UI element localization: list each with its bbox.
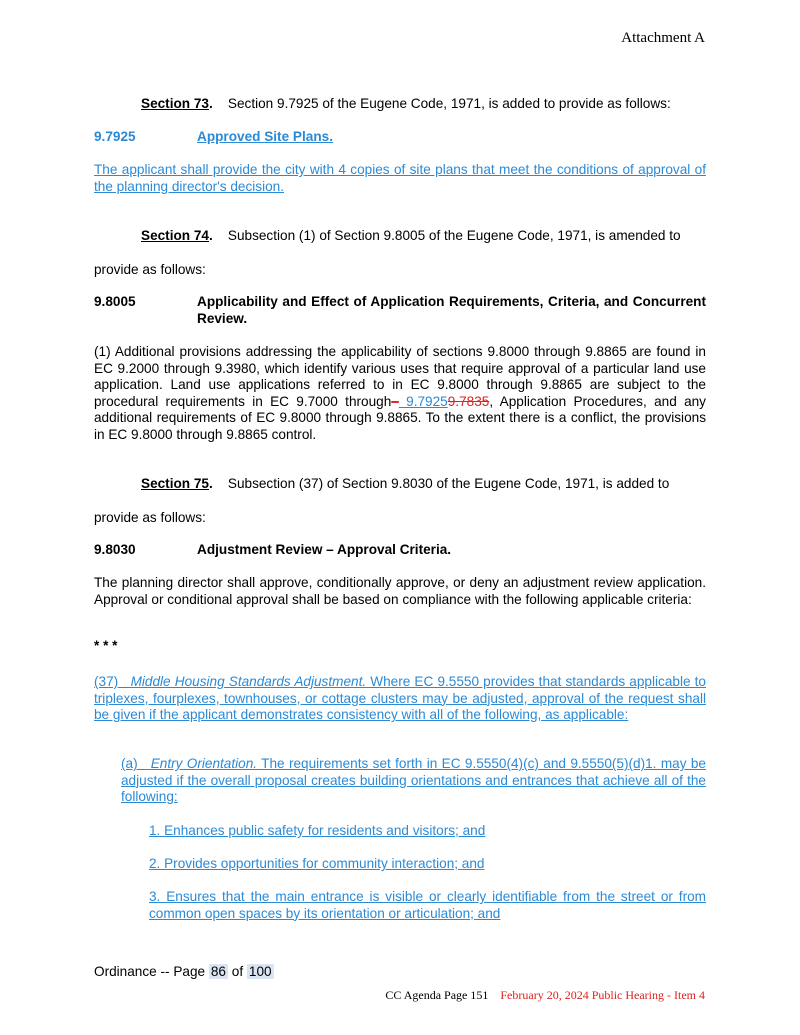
attachment-label: Attachment A <box>621 30 705 46</box>
paragraph-a <box>121 756 706 806</box>
deleted-dash: – <box>391 393 399 409</box>
code-9-8030-title: Adjustment Review – Approval Criteria. <box>197 542 452 557</box>
section-74-continuation: provide as follows: <box>94 262 206 277</box>
section-75-continuation: provide as follows: <box>94 510 206 525</box>
subsection-37 <box>94 674 706 724</box>
subsection-37-title: Middle Housing Standards Adjustment. <box>130 674 367 689</box>
section-74-text: Subsection (1) of Section 9.8005 of the Eugene Code, 1971, is amended to <box>227 228 681 243</box>
subsection-37-number: (37) <box>94 674 119 689</box>
code-9-8005-paragraph-1: (1) Additional provisions addressing the applicability of sections 9.8000 through 9.8865 are found in EC 9.2000 through 9.3980, which identify various uses that require approval of a particular land use application. Land use applications referred to in EC 9.8000 through 9.8865 are subject to the procedural requirements in EC 9.7000 through– 9.79259.7835, Application Procedures, and any additional requirements of EC 9.8000 through 9.8865. To the extent there is a conflict, the provisions in EC 9.8000 through 9.8865 control. <box>94 344 706 442</box>
ordinance-label: Ordinance -- Page <box>94 964 206 979</box>
list-item: 2. Provides opportunities for community interaction; and <box>149 856 485 871</box>
section-75-heading: Section 75. Subsection (37) of Section 9.8030 of the Eugene Code, 1971, is added to <box>141 476 670 491</box>
code-9-7925-title: Approved Site Plans. <box>197 129 333 144</box>
section-73-label: Section 73 <box>141 96 209 111</box>
code-9-8030-intro: The planning director shall approve, conditionally approve, or deny an adjustment review application. Approval or conditional approval shall be based on compliance with the following applicable criteria: <box>94 575 706 607</box>
hearing-label: February 20, 2024 Public Hearing - Item 4 <box>500 988 705 1002</box>
agenda-footer <box>385 988 705 1003</box>
deleted-9-7835: 9.7835 <box>447 393 490 409</box>
section-73-heading: Section 73. Section 9.7925 of the Eugene Code, 1971, is added to provide as follows: <box>141 96 671 111</box>
omission-marker: * * * <box>94 638 118 653</box>
paragraph-a-body: The requirements set forth in EC 9.5550(4)(c) and 9.5550(5)(d)1. may be adjusted if the overall proposal creates building orientations and entrances that achieve all of the following: <box>121 756 706 805</box>
of-label: of <box>231 964 244 979</box>
section-73-text: Section 9.7925 of the Eugene Code, 1971, is added to provide as follows: <box>227 96 671 111</box>
section-75-label: Section 75 <box>141 476 209 491</box>
list-item: 3. Ensures that the main entrance is visible or clearly identifiable from the street or from common open spaces by its orientation or articulation; and <box>149 889 706 921</box>
code-9-8030-number: 9.8030 <box>94 542 136 557</box>
code-9-7925-body: The applicant shall provide the city with 4 copies of site plans that meet the conditions of approval of the planning director's decision. <box>94 162 706 194</box>
list-item: 1. Enhances public safety for residents and visitors; and <box>149 823 486 838</box>
page-number: 86 <box>210 964 226 979</box>
page-footer <box>94 964 274 979</box>
subsection-37-body: Where EC 9.5550 provides that standards applicable to triplexes, fourplexes, townhouses, or cottage clusters may be adjusted, approval of the request shall be given if the applicant demonstrates consistency with all of the following, as applicable: <box>94 674 706 723</box>
code-9-8030-heading <box>94 542 706 559</box>
section-74-heading: Section 74. Subsection (1) of Section 9.8005 of the Eugene Code, 1971, is amended to <box>141 228 681 243</box>
page-total: 100 <box>248 964 272 979</box>
code-9-8005-title: Applicability and Effect of Application Requirements, Criteria, and Concurrent Review. <box>197 294 706 326</box>
code-9-8005-heading <box>94 294 706 327</box>
code-9-7925-number: 9.7925 <box>94 129 136 144</box>
paragraph-a-title: Entry Orientation. <box>150 756 258 771</box>
code-9-7925-heading <box>94 129 706 146</box>
inserted-9-7925: 9.7925 <box>398 393 448 409</box>
code-9-8005-number: 9.8005 <box>94 294 136 309</box>
section-74-label: Section 74 <box>141 228 209 243</box>
section-75-text: Subsection (37) of Section 9.8030 of the Eugene Code, 1971, is added to <box>227 476 670 491</box>
agenda-page: CC Agenda Page 151 <box>385 988 489 1002</box>
paragraph-a-number: (a) <box>121 756 138 771</box>
